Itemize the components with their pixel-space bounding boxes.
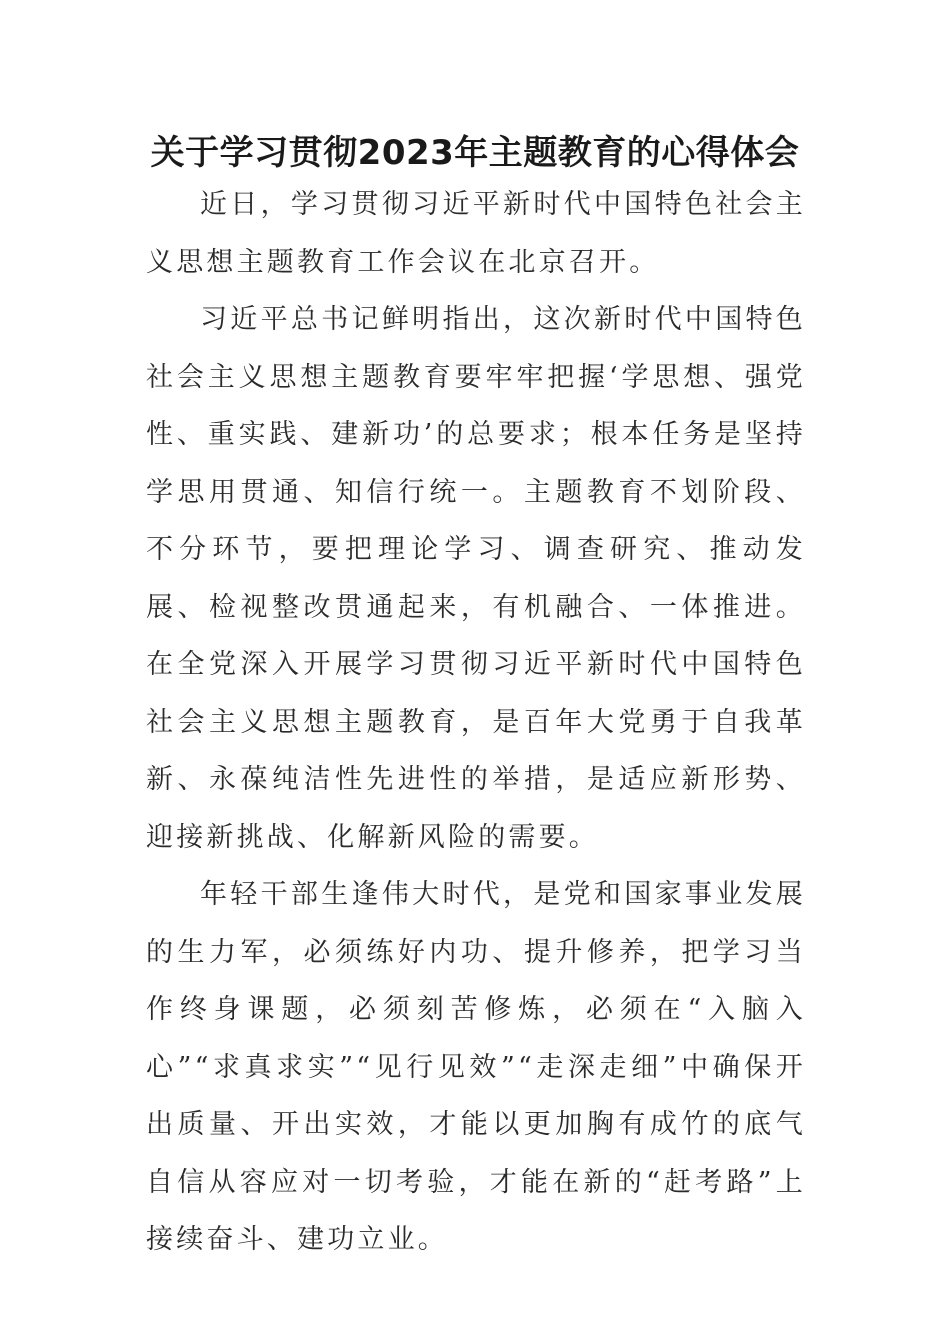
document-title: 关于学习贯彻2023年主题教育的心得体会 bbox=[150, 133, 800, 173]
paragraph: 习近平总书记鲜明指出，这次新时代中国特色社会主义思想主题教育要牢牢把握‘学思想、强党性、重实践、建新功’的总要求；根本任务是坚持学思用贯通、知信行统一。主题教育不划阶段、不分环节，要把理论学习、调查研究、推动发展、检视整改贯通起来，有机融合、一体推进。在全党深入开展学习贯彻习近平新时代中国特色社会主义思想主题教育，是百年大党勇于自我革新、永葆纯洁性先进性的举措，是适应新形势、迎接新挑战、化解新风险的需要。 bbox=[146, 304, 806, 853]
paragraph: 近日，学习贯彻习近平新时代中国特色社会主义思想主题教育工作会议在北京召开。 bbox=[146, 189, 806, 278]
paragraph: 年轻干部生逢伟大时代，是党和国家事业发展的生力军，必须练好内功、提升修养，把学习当作终身课题，必须刻苦修炼，必须在“入脑入心”“求真求实”“见行见效”“走深走细”中确保开出质量、开出实效，才能以更加胸有成竹的底气自信从容应对一切考验，才能在新的“赶考路”上接续奋斗、建功立业。 bbox=[146, 879, 806, 1255]
document-body bbox=[146, 176, 806, 1269]
